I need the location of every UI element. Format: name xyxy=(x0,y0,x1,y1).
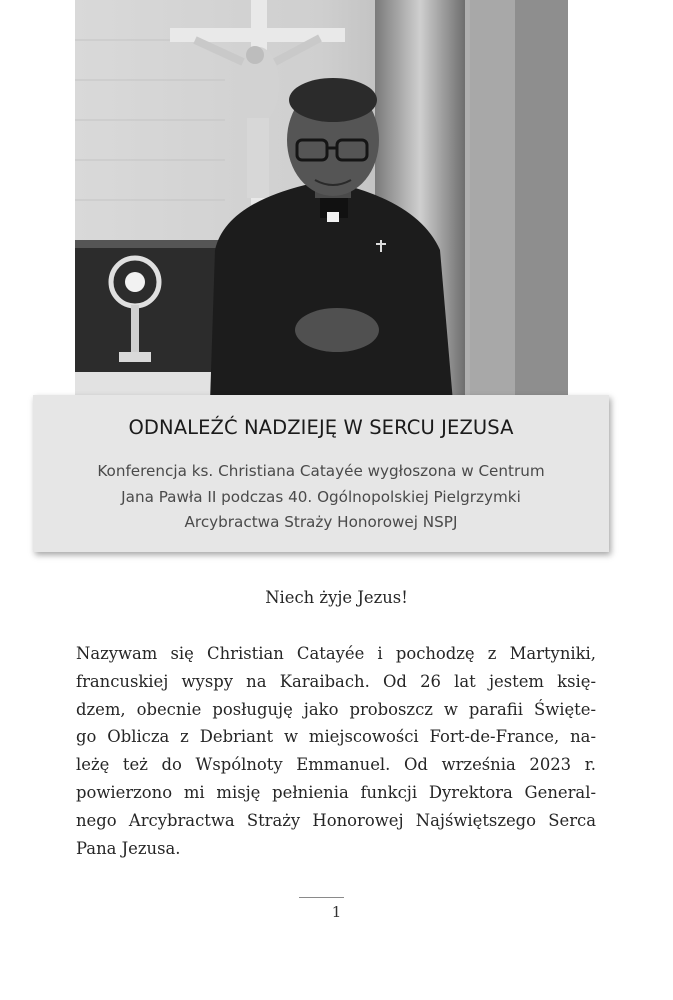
greeting: Niech żyje Jezus! xyxy=(265,588,408,607)
title-box xyxy=(33,395,609,552)
paragraph-line: leżę też do Wspólnoty Emmanuel. Od września 2023 r. xyxy=(76,755,596,775)
body-paragraph xyxy=(76,640,596,862)
paragraph-line: powierzono mi misję pełnienia funkcji Dyrektora General- xyxy=(76,782,596,802)
paragraph-line: Pana Jezusa. xyxy=(76,838,181,858)
priest-photo xyxy=(75,0,568,402)
subtitle-line: Arcybractwa Straży Honorowej NSPJ xyxy=(184,513,458,531)
page-title: ODNALEŹĆ NADZIEJĘ W SERCU JEZUSA xyxy=(128,416,514,439)
paragraph-line: go Oblicza z Debriant w miejscowości Fort-de-France, na- xyxy=(76,727,596,747)
paragraph-line: nego Arcybractwa Straży Honorowej Najświętszego Serca xyxy=(76,810,596,830)
subtitle-line: Konferencja ks. Christiana Catayée wygłoszona w Centrum xyxy=(97,462,545,480)
subtitle-line: Jana Pawła II podczas 40. Ogólnopolskiej Pielgrzymki xyxy=(121,487,521,506)
priest-portrait-photo-icon xyxy=(75,0,568,402)
page-number-rule xyxy=(299,897,344,898)
paragraph-line: francuskiej wyspy na Karaibach. Od 26 lat jestem księ- xyxy=(76,671,596,691)
subtitle xyxy=(41,459,601,536)
page-number: 1 xyxy=(331,903,342,921)
paragraph-line: Nazywam się Christian Catayée i pochodzę z Martyniki, xyxy=(76,644,596,663)
paragraph-line: dzem, obecnie posługuję jako proboszcz w parafii Święte- xyxy=(76,699,596,719)
